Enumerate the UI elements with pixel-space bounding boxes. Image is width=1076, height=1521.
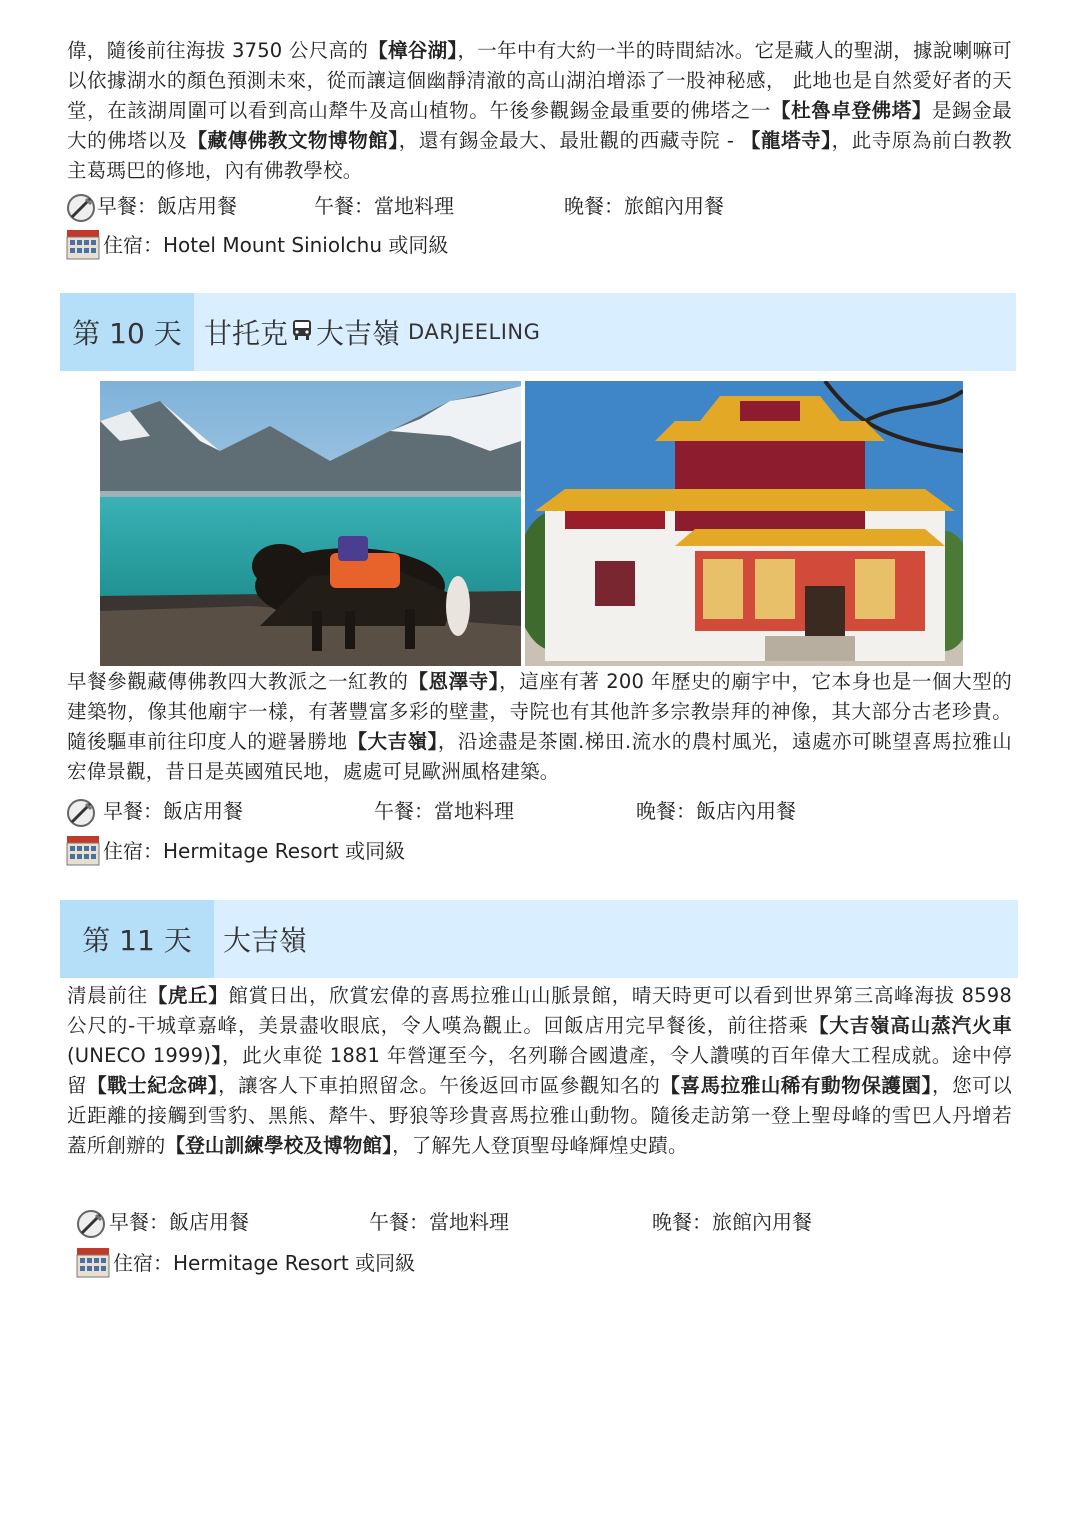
pen-icon [66, 191, 96, 223]
hotel-label: 住宿：Hermitage Resort 或同級 [103, 839, 406, 863]
dinner-label: 晚餐：旅館內用餐 [652, 1210, 812, 1234]
day10-title [204, 312, 540, 352]
hotel-row [66, 230, 448, 260]
text-run: ，還有錫金最大、最壯觀的西藏寺院 - [398, 129, 741, 152]
text-run: 館賞日出，欣賞宏偉的喜馬拉雅山山脈景館，晴天時更可以看到世界第三高峰海拔 8598 公尺的-干城章嘉峰，美景盡收眼底，令人嘆為觀止。回飯店用完早餐後，前往搭乘 [67, 984, 1012, 1037]
breakfast-label: 早餐：飯店用餐 [103, 799, 243, 823]
lake-yak-photo [100, 381, 521, 666]
highlight-tiger-hill: 【虎丘】 [147, 984, 229, 1007]
breakfast-label: 早餐：飯店用餐 [109, 1210, 249, 1234]
text-run: ，此火車從 1881 年營運至今，名列聯合國遺產，令人讚嘆的百年偉大工程成就。途中停留 [67, 1044, 1012, 1097]
lunch-label: 午餐：當地料理 [369, 1210, 509, 1234]
text-run: ，此寺原為前白教教主葛瑪巴的修地，內有佛教學校。 [67, 129, 1012, 182]
highlight-war-memorial: 【戰士紀念碑】 [87, 1074, 219, 1097]
text-run: ，沿途盡是茶園.梯田.流水的農村風光，遠處亦可眺望喜馬拉雅山宏偉景觀，昔日是英國殖民地，處處可見歐洲風格建築。 [67, 730, 1012, 783]
day10-title-en: DARJEELING [408, 320, 541, 344]
text-run: 早餐參觀藏傳佛教四大教派之一紅教的 [67, 670, 409, 693]
pen-icon [76, 1207, 106, 1239]
lunch-label: 午餐：當地料理 [374, 799, 514, 823]
day11-number: 第 11 天 [60, 900, 214, 978]
highlight-bracket: 】 [211, 1044, 222, 1067]
text-run: 清晨前往 [67, 984, 148, 1007]
dinner-label: 晚餐：飯店內用餐 [636, 799, 796, 823]
bus-icon [291, 316, 313, 349]
day10-meals-row [66, 796, 966, 826]
lunch-label: 午餐：當地料理 [314, 194, 454, 218]
intro-paragraph [67, 36, 1012, 186]
hotel-label: 住宿：Hotel Mount Siniolchu 或同級 [103, 233, 449, 257]
highlight-darjeeling: 【大吉嶺】 [347, 730, 438, 753]
day10-paragraph [67, 667, 1012, 787]
hotel-icon [66, 835, 100, 868]
meals-row [66, 191, 966, 221]
day11-meals-row [76, 1207, 976, 1237]
highlight-hmi: 【登山訓練學校及博物館】 [165, 1134, 393, 1157]
day11-title: 大吉嶺 [223, 924, 308, 957]
monastery-photo [525, 381, 963, 666]
day11-paragraph [67, 981, 1012, 1161]
highlight-zoo: 【喜馬拉雅山稀有動物保護園】 [660, 1074, 932, 1097]
day10-number: 第 10 天 [60, 293, 194, 371]
day10-from: 甘托克 [204, 317, 289, 350]
pen-icon [66, 796, 96, 828]
highlight-museum: 【藏傳佛教文物博物館】 [187, 129, 399, 152]
hotel-icon [76, 1247, 110, 1280]
text-run: ，了解先人登頂聖母峰輝煌史蹟。 [392, 1134, 688, 1157]
day10-to: 大吉嶺 [316, 317, 401, 350]
breakfast-label: 早餐：飯店用餐 [97, 194, 237, 218]
text-run: 偉，隨後前往海拔 3750 公尺高的 [67, 39, 369, 62]
highlight-toy-train: 【大吉嶺高山蒸汽火車 [808, 1014, 1012, 1037]
highlight-lake: 【樟谷湖】 [368, 39, 458, 62]
dinner-label: 晚餐：旅館內用餐 [564, 194, 724, 218]
hotel-label: 住宿：Hermitage Resort 或同級 [113, 1251, 416, 1275]
text-run: ，這座有著 200 年歷史的廟宇中，它本身也是一個大型的建築物，像其他廟宇一樣，有著豐富多彩的壁畫，寺院也有其他許多宗教崇拜的神像，其大部分古老珍貴。隨後驅車前往印度人的避暑勝地 [67, 670, 1012, 753]
text-run: (UNECO 1999) [67, 1044, 212, 1067]
highlight-stupa: 【杜魯卓登佛塔】 [771, 99, 932, 122]
text-run: ，您可以近距離的接觸到雪豹、黑熊、犛牛、野狼等珍貴喜馬拉雅山動物。隨後走訪第一登上聖母峰的雪巴人丹增若蓋所創辦的 [67, 1074, 1012, 1157]
highlight-monastery: 【龍塔寺】 [740, 129, 832, 152]
day10-header [60, 293, 1016, 371]
text-run: ，讓客人下車拍照留念。午後返回市區參觀知名的 [218, 1074, 661, 1097]
day10-hotel-row [66, 836, 405, 866]
hotel-icon [66, 229, 100, 262]
day11-header [60, 900, 1018, 978]
day11-hotel-row [76, 1248, 415, 1278]
text-run: ，一年中有大約一半的時間結冰。它是藏人的聖湖，據說喇嘛可以依據湖水的顏色預測未來，從而讓這個幽靜清澈的高山湖泊增添了一股神秘感， 此地也是自然愛好者的天堂，在該湖周圍可以看到高山犛牛及高山植物。午後參觀錫金最重要的佛塔之一 [67, 39, 1012, 122]
text-run: 是錫金最大的佛塔以及 [67, 99, 1012, 152]
highlight-enchey: 【恩澤寺】 [408, 670, 500, 693]
